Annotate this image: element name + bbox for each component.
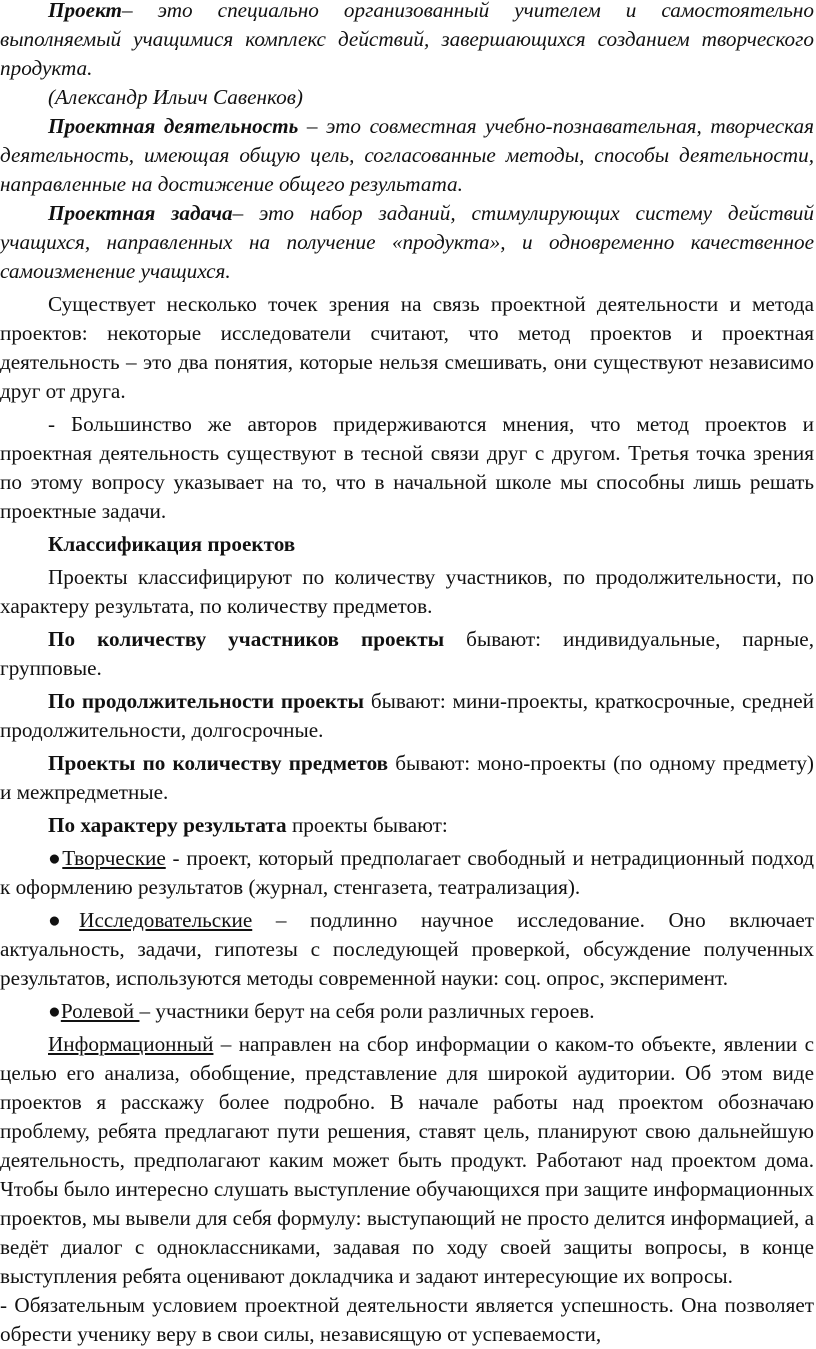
definition-project — [0, 0, 814, 83]
definition-project-activity — [0, 112, 814, 199]
paragraph-by-duration — [0, 687, 814, 745]
label-informational: Информационный — [48, 1032, 214, 1056]
paragraph-classification-intro: Проекты классифицируют по количеству участников, по продолжительности, по характеру результата, по количеству предметов. — [0, 565, 814, 618]
paragraph-by-participants — [0, 625, 814, 683]
bullet-role-text: – участники берут на себя роли различных героев. — [139, 999, 595, 1023]
label-by-duration: По продолжительности проекты — [48, 689, 365, 713]
term-project-task: Проектная задача — [48, 201, 233, 225]
definition-project-activity-text: – это совместная учебно-познавательная, творческая деятельность, имеющая общую цель, согласованные методы, способы деятельности, направленные на достижение общего результата. — [0, 114, 815, 196]
definition-project-task — [0, 199, 814, 286]
text-by-subjects: бывают: моно-проекты (по одному предмету) и межпредметные. — [0, 751, 814, 804]
bullet-creative-text: - проект, который предполагает свободный и нетрадиционный подход к оформлению результатов (журнал, стенгазета, театрализация). — [0, 846, 814, 899]
paragraph-closing: - Обязательным условием проектной деятельности является успешность. Она позволяет обрести ученику веру в свои силы, независящую от успеваемости, — [0, 1293, 814, 1346]
label-by-participants: По количеству участников проекты — [48, 627, 445, 651]
bullet-role-label: Ролевой — [60, 999, 140, 1023]
paragraph-by-subjects — [0, 749, 814, 807]
text-informational: – направлен на сбор информации о каком-то объекте, явлении с целью его анализа, обобщение, представление для широкой аудитории. Об этом виде проектов я расскажу более подробно. В начале работы над проектом обозначаю проблему, ребята предлагают пути решения, ставят цель, планируют свою дальнейшую деятельность, предполагают каким может быть продукт. Работают над проектом дома. Чтобы было интересно слушать выступление обучающихся при защите информационных проектов, мы вывели для себя формулу: выступающий не просто делится информацией, а ведёт диалог с одноклассниками, задавая по ходу своей защиты вопросы, в конце выступления ребята оценивают докладчика и задают интересующие их вопросы. — [0, 1032, 814, 1288]
bullet-marker: ● — [48, 846, 63, 870]
label-by-result: По характеру результата — [48, 813, 287, 837]
bullet-role — [0, 997, 814, 1026]
label-by-subjects: Проекты по количеству предметов — [48, 751, 389, 775]
definition-project-text: – это специально организованный учителем и самостоятельно выполняемый учащимися комплекс действий, завершающихся созданием творческого продукта. — [0, 0, 814, 80]
definition-project-task-text: – это набор заданий, стимулирующих систему действий учащихся, направленных на получение «продукта», и одновременно качественное самоизменение учащихся. — [0, 201, 814, 283]
paragraph-by-result — [0, 811, 814, 840]
text-by-result: проекты бывают: — [286, 813, 448, 837]
paragraph-views-intro: Существует несколько точек зрения на связь проектной деятельности и метода проектов: некоторые исследователи считают, что метод проектов и проектная деятельность – это два понятия, которые нельзя смешивать, они существуют независимо друг от друга. — [0, 292, 814, 403]
bullet-marker: ● — [48, 999, 61, 1023]
paragraph-views-majority: - Большинство же авторов придерживаются мнения, что метод проектов и проектная деятельность существуют в тесной связи друг с другом. Третья точка зрения по этому вопросу указывает на то, что в начальной школе мы способны лишь решать проектные задачи. — [0, 412, 814, 523]
bullet-creative-label: Творческие — [62, 846, 166, 870]
bullet-marker: ● — [48, 908, 80, 932]
text-by-participants: бывают: индивидуальные, парные, групповые. — [0, 627, 814, 680]
bullet-research-label: Исследовательские — [79, 908, 253, 932]
bullet-creative — [0, 844, 814, 902]
text-by-duration: бывают: мини-проекты, краткосрочные, средней продолжительности, долгосрочные. — [0, 689, 814, 742]
term-project: Проект — [48, 0, 123, 22]
bullet-research-text: – подлинно научное исследование. Оно включает актуальность, задачи, гипотезы с последующей проверкой, обсуждение полученных результатов, используются методы современной науки: соц. опрос, эксперимент. — [0, 908, 814, 990]
term-project-activity: Проектная деятельность — [48, 114, 299, 138]
paragraph-informational — [0, 1030, 814, 1291]
definition-author: (Александр Ильич Савенков) — [48, 85, 303, 109]
bullet-research — [0, 906, 814, 993]
classification-heading: Классификация проектов — [48, 532, 296, 556]
